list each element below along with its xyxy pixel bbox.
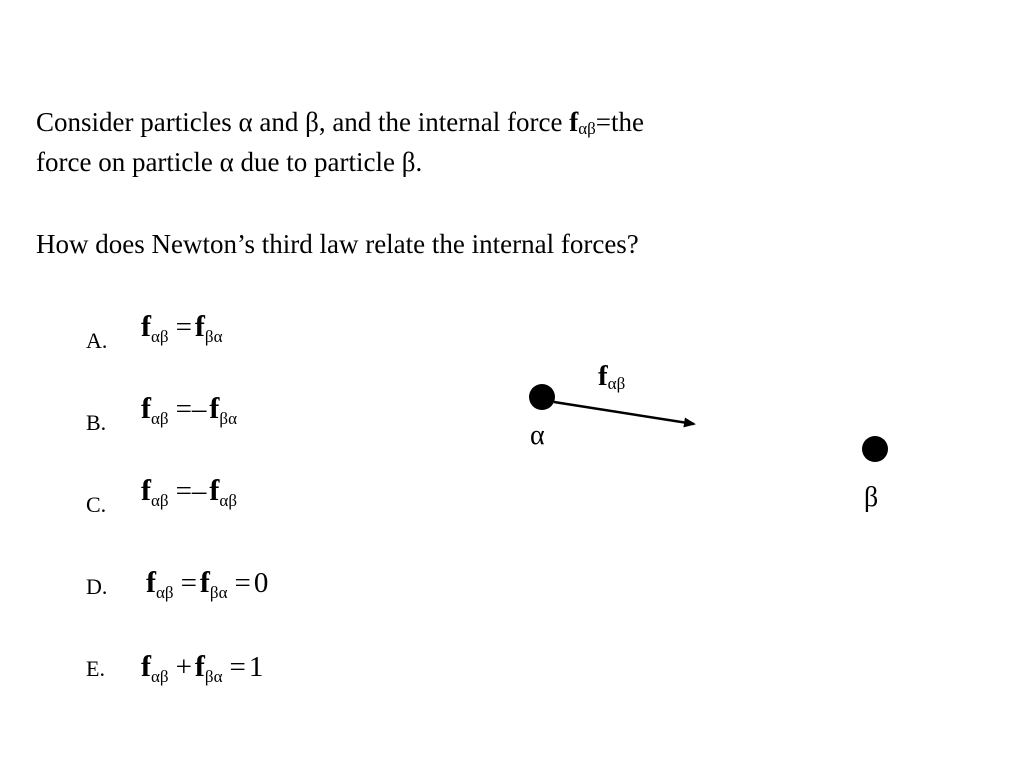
option-letter-d[interactable]: D.	[86, 574, 108, 599]
eq-operator: +	[175, 651, 192, 683]
eq-subscript: αβ	[151, 327, 169, 346]
force-subscript: αβ	[578, 119, 596, 138]
eq-subscript: βα	[204, 327, 223, 346]
eq-subscript: βα	[219, 409, 237, 428]
eq-subscript: βα	[204, 667, 223, 686]
eq-operator: =	[229, 651, 246, 683]
particle-beta	[862, 436, 888, 462]
force-symbol: f	[569, 107, 579, 137]
question-prompt: How does Newton’s third law relate the internal forces?	[36, 229, 639, 259]
eq-subscript: αβ	[151, 667, 169, 686]
option-letter-e[interactable]: E.	[86, 656, 105, 681]
eq-operator: =	[234, 567, 251, 599]
eq-force-symbol: f	[209, 392, 220, 425]
particle-alpha-label: α	[530, 420, 545, 451]
eq-operator: =–	[175, 393, 207, 425]
eq-force-symbol: f	[141, 650, 151, 683]
particle-alpha	[529, 384, 555, 410]
eq-operator: =	[175, 311, 192, 343]
question-intro-line-2: force on particle α due to particle β.	[36, 147, 423, 177]
force-label-subscript: αβ	[607, 374, 626, 393]
eq-subscript: βα	[209, 583, 228, 602]
option-letter-c[interactable]: C.	[86, 492, 107, 517]
force-label-symbol: f	[598, 360, 608, 392]
question-intro-text-end: =the	[595, 107, 644, 137]
eq-operator: =	[180, 567, 197, 599]
eq-force-symbol: f	[141, 310, 151, 343]
eq-force-symbol: f	[146, 566, 156, 599]
eq-force-symbol: f	[209, 474, 220, 507]
eq-subscript: αβ	[156, 583, 174, 602]
eq-force-symbol: f	[194, 310, 205, 343]
eq-force-symbol: f	[141, 474, 151, 507]
option-letter-a[interactable]: A.	[86, 328, 108, 353]
eq-subscript: αβ	[151, 491, 169, 510]
eq-force-symbol: f	[194, 650, 205, 683]
force-arrow	[554, 402, 694, 424]
force-label	[598, 360, 625, 394]
particle-beta-label: β	[864, 482, 879, 513]
eq-number: 1	[248, 651, 264, 683]
eq-subscript: αβ	[219, 491, 237, 510]
eq-force-symbol: f	[141, 392, 151, 425]
option-letter-b[interactable]: B.	[86, 410, 107, 435]
eq-force-symbol: f	[199, 566, 210, 599]
eq-operator: =–	[175, 475, 207, 507]
question-intro-text: Consider particles α and β, and the internal force	[36, 107, 570, 137]
eq-number: 0	[253, 567, 269, 599]
eq-subscript: αβ	[151, 409, 169, 428]
